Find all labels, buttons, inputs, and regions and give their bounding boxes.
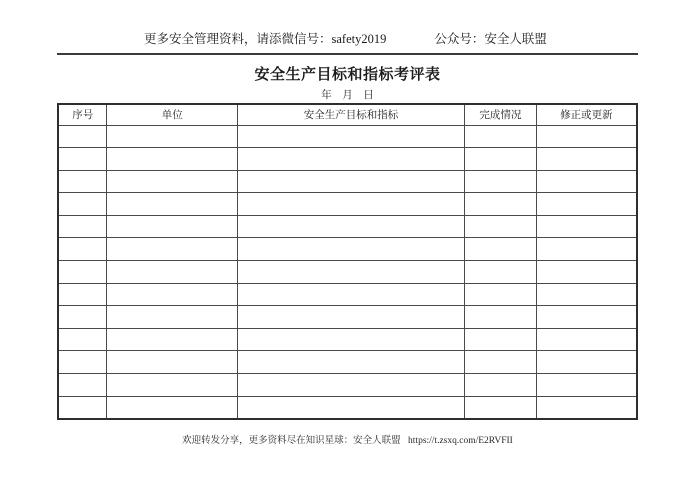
table-cell <box>58 396 107 419</box>
table-cell <box>237 396 464 419</box>
table-cell <box>464 125 536 148</box>
table-cell <box>107 261 238 284</box>
table-cell <box>107 283 238 306</box>
table-cell <box>536 238 637 261</box>
table-cell <box>58 148 107 171</box>
table-cell <box>237 170 464 193</box>
table-cell <box>107 170 238 193</box>
column-header-2: 单位 <box>107 104 238 125</box>
page-title: 安全生产目标和指标考评表 <box>254 67 441 83</box>
table-cell <box>464 193 536 216</box>
table-cell <box>107 238 238 261</box>
table-cell <box>237 328 464 351</box>
document-footer <box>57 432 638 446</box>
table-cell <box>464 238 536 261</box>
table-cell <box>464 328 536 351</box>
promo-header-right-text: 公众号：安全人联盟 <box>434 32 547 46</box>
table-cell <box>237 283 464 306</box>
column-header-3: 安全生产目标和指标 <box>237 104 464 125</box>
table-cell <box>464 351 536 374</box>
table-row <box>58 148 637 171</box>
table-cell <box>536 306 637 329</box>
table-cell <box>58 283 107 306</box>
table-cell <box>464 148 536 171</box>
table-cell <box>536 215 637 238</box>
table-row <box>58 328 637 351</box>
table-cell <box>107 396 238 419</box>
table-cell <box>536 283 637 306</box>
promo-header <box>57 0 638 55</box>
table-cell <box>58 238 107 261</box>
evaluation-table <box>57 103 638 420</box>
table-cell <box>536 148 637 171</box>
table-cell <box>107 215 238 238</box>
table-cell <box>464 170 536 193</box>
table-cell <box>58 306 107 329</box>
table-cell <box>536 396 637 419</box>
table-cell <box>107 148 238 171</box>
table-row <box>58 238 637 261</box>
table-cell <box>464 215 536 238</box>
table-cell <box>58 261 107 284</box>
table-cell <box>107 374 238 397</box>
table-cell <box>536 351 637 374</box>
table-cell <box>237 193 464 216</box>
table-cell <box>58 125 107 148</box>
table-row <box>58 374 637 397</box>
column-header-5: 修正或更新 <box>536 104 637 125</box>
table-head <box>58 104 637 125</box>
table-row <box>58 283 637 306</box>
table-cell <box>237 238 464 261</box>
table-row <box>58 215 637 238</box>
promo-header-left-text: 更多安全管理资料，请添微信号：safety2019 <box>144 32 387 46</box>
table-cell <box>536 125 637 148</box>
table-cell <box>107 351 238 374</box>
table-cell <box>536 328 637 351</box>
table-row <box>58 125 637 148</box>
table-cell <box>536 374 637 397</box>
table-cell <box>237 215 464 238</box>
table-cell <box>58 328 107 351</box>
footer-url: https://t.zsxq.com/E2RVFII <box>408 435 513 446</box>
table-cell <box>536 193 637 216</box>
column-header-4: 完成情况 <box>464 104 536 125</box>
table-row <box>58 261 637 284</box>
table-cell <box>107 328 238 351</box>
table-cell <box>536 261 637 284</box>
table-cell <box>107 306 238 329</box>
table-cell <box>464 306 536 329</box>
table-row <box>58 170 637 193</box>
table-cell <box>237 261 464 284</box>
table-cell <box>237 351 464 374</box>
table-cell <box>464 396 536 419</box>
table-cell <box>237 306 464 329</box>
table-cell <box>107 125 238 148</box>
table-cell <box>58 193 107 216</box>
table-cell <box>58 374 107 397</box>
table-cell <box>237 148 464 171</box>
column-header-1: 序号 <box>58 104 107 125</box>
table-cell <box>58 215 107 238</box>
table-cell <box>464 283 536 306</box>
table-header-row <box>58 104 637 125</box>
table-cell <box>464 261 536 284</box>
table-cell <box>58 170 107 193</box>
table-cell <box>237 374 464 397</box>
table-row <box>58 306 637 329</box>
date-line: 年 月 日 <box>321 90 374 101</box>
table-row <box>58 396 637 419</box>
table-cell <box>464 374 536 397</box>
table-row <box>58 193 637 216</box>
table-cell <box>58 351 107 374</box>
table-cell <box>107 193 238 216</box>
table-body <box>58 125 637 419</box>
table-cell <box>237 125 464 148</box>
table-row <box>58 351 637 374</box>
footer-share-text: 欢迎转发分享，更多资料尽在知识星球：安全人联盟 <box>182 435 401 446</box>
table-cell <box>536 170 637 193</box>
